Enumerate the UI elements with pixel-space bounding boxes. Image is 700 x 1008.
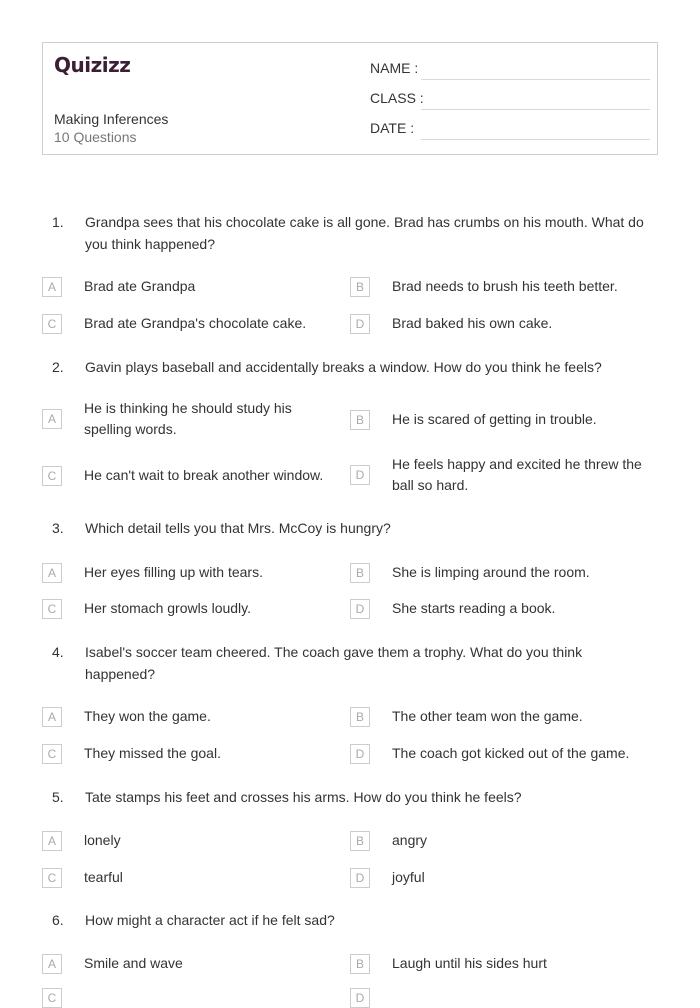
option-letter-box: C [42, 599, 62, 619]
option-letter-box: C [42, 744, 62, 764]
option-letter-box: D [350, 988, 370, 1008]
option-3a[interactable] [42, 562, 342, 583]
option-letter-box: A [42, 954, 62, 974]
question-text: Tate stamps his feet and crosses his arms. How do you think he feels? [85, 789, 522, 805]
option-letter-box: D [350, 314, 370, 334]
option-letter-box: C [42, 466, 62, 486]
option-letter-box: D [350, 465, 370, 485]
option-3b[interactable] [350, 562, 650, 583]
option-letter-box: D [350, 599, 370, 619]
question-4 [52, 641, 652, 685]
option-text: angry [392, 832, 428, 848]
option-text: They missed the goal. [84, 745, 221, 761]
option-letter-box: D [350, 744, 370, 764]
option-letter-box: A [42, 831, 62, 851]
name-line[interactable] [421, 79, 650, 80]
option-6c[interactable] [42, 988, 342, 1008]
option-letter-box: A [42, 707, 62, 727]
question-number: 5. [52, 789, 64, 805]
worksheet-title: Making Inferences [54, 111, 169, 127]
name-field[interactable] [370, 60, 648, 80]
question-text: Gavin plays baseball and accidentally breaks a window. How do you think he feels? [85, 359, 602, 375]
option-letter-box: A [42, 409, 62, 429]
name-label: NAME : [370, 60, 419, 76]
question-2 [52, 356, 652, 378]
question-1 [52, 211, 652, 255]
question-text: Isabel's soccer team cheered. The coach gave them a trophy. What do you think happened? [85, 644, 583, 682]
question-5 [52, 786, 652, 808]
option-5a[interactable] [42, 830, 342, 851]
option-letter-box: B [350, 707, 370, 727]
question-number: 4. [52, 644, 64, 660]
option-4d[interactable] [350, 743, 650, 764]
option-letter-box: B [350, 277, 370, 297]
option-3c[interactable] [42, 598, 342, 619]
option-letter-box: A [42, 563, 62, 583]
option-text: Brad baked his own cake. [392, 315, 553, 331]
question-number: 6. [52, 912, 64, 928]
option-text: Brad ate Grandpa's chocolate cake. [84, 315, 307, 331]
question-count: 10 Questions [54, 129, 137, 145]
option-text: He is scared of getting in trouble. [392, 411, 597, 427]
option-text: joyful [392, 869, 425, 885]
option-6b[interactable] [350, 953, 650, 974]
option-text: He feels happy and excited he threw the ball so hard. [392, 456, 642, 493]
option-1a[interactable] [42, 276, 342, 297]
class-line[interactable] [421, 109, 650, 110]
option-text: Smile and wave [84, 955, 183, 971]
option-2d[interactable] [350, 454, 660, 496]
date-label: DATE : [370, 120, 415, 136]
option-text: They won the game. [84, 708, 211, 724]
option-letter-box: D [350, 868, 370, 888]
option-text: lonely [84, 832, 121, 848]
option-letter-box: C [42, 314, 62, 334]
option-4c[interactable] [42, 743, 342, 764]
question-number: 2. [52, 359, 64, 375]
option-4b[interactable] [350, 706, 650, 727]
option-4a[interactable] [42, 706, 342, 727]
option-2a[interactable] [42, 398, 332, 440]
option-letter-box: C [42, 988, 62, 1008]
question-number: 3. [52, 520, 64, 536]
option-5c[interactable] [42, 867, 342, 888]
option-text: Her eyes filling up with tears. [84, 564, 263, 580]
option-letter-box: C [42, 868, 62, 888]
option-1d[interactable] [350, 313, 650, 334]
option-5d[interactable] [350, 867, 650, 888]
option-letter-box: B [350, 563, 370, 583]
question-6 [52, 909, 652, 931]
option-1b[interactable] [350, 276, 650, 297]
option-text: tearful [84, 869, 123, 885]
option-letter-box: B [350, 410, 370, 430]
option-text: Brad ate Grandpa [84, 278, 196, 294]
class-label: CLASS : [370, 90, 424, 106]
option-letter-box: B [350, 831, 370, 851]
option-1c[interactable] [42, 313, 342, 334]
option-text: Her stomach growls loudly. [84, 600, 252, 616]
question-number: 1. [52, 214, 64, 230]
option-2c[interactable] [42, 465, 342, 486]
option-text: She is limping around the room. [392, 564, 590, 580]
option-text: Brad needs to brush his teeth better. [392, 278, 618, 294]
option-text: The coach got kicked out of the game. [392, 745, 630, 761]
date-field[interactable] [370, 120, 648, 140]
option-6d[interactable] [350, 988, 650, 1008]
option-letter-box: A [42, 277, 62, 297]
option-5b[interactable] [350, 830, 650, 851]
option-text: Laugh until his sides hurt [392, 955, 547, 971]
question-text: Grandpa sees that his chocolate cake is all gone. Brad has crumbs on his mouth. What do you think happened? [85, 214, 644, 252]
option-6a[interactable] [42, 953, 342, 974]
option-text: The other team won the game. [392, 708, 583, 724]
worksheet-header [42, 42, 658, 155]
class-field[interactable] [370, 90, 648, 110]
option-text: He is thinking he should study his spelling words. [84, 400, 292, 437]
option-text: He can't wait to break another window. [84, 467, 324, 483]
question-3 [52, 517, 652, 539]
quizizz-logo: Quizizz [54, 53, 131, 77]
question-text: How might a character act if he felt sad? [85, 912, 335, 928]
date-line[interactable] [421, 139, 650, 140]
option-letter-box: B [350, 954, 370, 974]
option-2b[interactable] [350, 409, 650, 430]
question-text: Which detail tells you that Mrs. McCoy is hungry? [85, 520, 391, 536]
option-3d[interactable] [350, 598, 650, 619]
option-text: She starts reading a book. [392, 600, 556, 616]
